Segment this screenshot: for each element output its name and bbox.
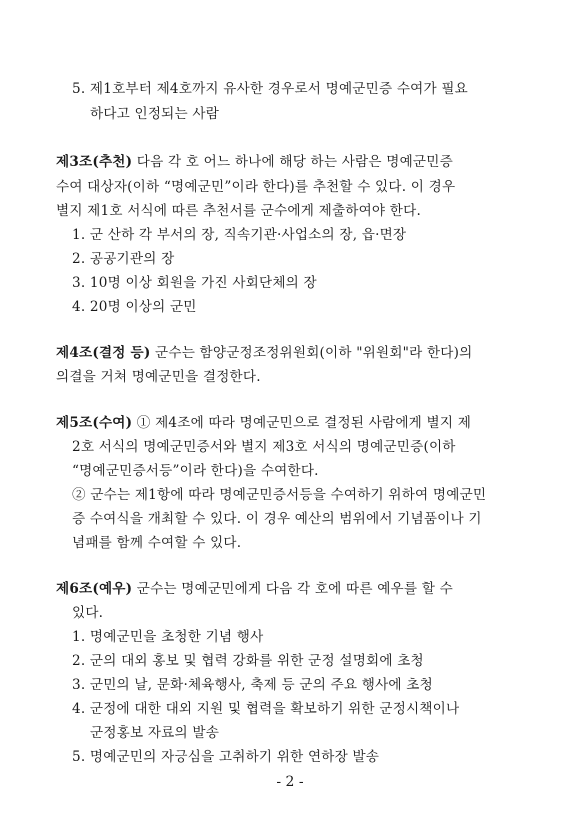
article-6-item-4: 4. 군정에 대한 대외 지원 및 협력을 확보하기 위한 군정시책이나: [72, 701, 460, 717]
article-3-line-3: 별지 제1호 서식에 따른 추천서를 군수에게 제출하여야 한다.: [56, 203, 421, 219]
article-6-item-5: 5. 명예군민의 자긍심을 고취하기 위한 연하장 발송: [72, 749, 380, 765]
article-6-item-4-cont: 군정홍보 자료의 발송: [90, 725, 220, 741]
article-4-heading: 제4조(결정 등): [56, 345, 151, 361]
article-5-line-3: “명예군민증서등”이라 한다)을 수여한다.: [72, 463, 319, 479]
article-5-line-2: 2호 서식의 명예군민증서와 별지 제3호 서식의 명예군민증(이하: [72, 439, 456, 455]
item-5-line-2: 하다고 인정되는 사람: [90, 106, 220, 122]
article-3-item-1: 1. 군 산하 각 부서의 장, 직속기관·사업소의 장, 읍·면장: [72, 227, 407, 243]
article-3-text: 다음 각 호 어느 하나에 해당 하는 사람은 명예군민증: [132, 154, 453, 170]
article-3-item-3: 3. 10명 이상 회원을 가진 사회단체의 장: [72, 275, 317, 291]
article-6-item-3: 3. 군민의 날, 문화·체육행사, 축제 등 군의 주요 행사에 초청: [72, 677, 433, 693]
article-6-item-1: 1. 명예군민을 초청한 기념 행사: [72, 629, 264, 645]
article-6-line-1: [56, 579, 453, 599]
article-6-item-2: 2. 군의 대외 홍보 및 협력 강화를 위한 군정 설명회에 초청: [72, 653, 424, 669]
article-3-item-2: 2. 공공기관의 장: [72, 251, 175, 267]
article-5-text: ① 제4조에 따라 명예군민으로 결정된 사람에게 별지 제: [132, 415, 472, 431]
article-4-line-1: [56, 343, 472, 363]
article-4-text: 군수는 함양군정조정위원회(이하 "위원회"라 한다)의: [150, 345, 473, 361]
article-5-heading: 제5조(수여): [56, 415, 133, 431]
article-5-line-4: ② 군수는 제1항에 따라 명예군민증서등을 수여하기 위하여 명예군민: [72, 487, 487, 503]
article-5-line-6: 념패를 함께 수여할 수 있다.: [72, 535, 242, 551]
article-4-line-2: 의결을 거쳐 명예군민을 결정한다.: [56, 369, 261, 385]
article-6-text: 군수는 명예군민에게 다음 각 호에 따른 예우를 할 수: [132, 581, 453, 597]
article-3-item-4: 4. 20명 이상의 군민: [72, 299, 197, 315]
article-6-line-2: 있다.: [72, 605, 104, 621]
item-5-line-1: 5. 제1호부터 제4호까지 유사한 경우로서 명예군민증 수여가 필요: [72, 81, 469, 97]
article-5-line-1: [56, 413, 471, 433]
article-3-heading: 제3조(추천): [56, 154, 133, 170]
page-number: - 2 -: [276, 774, 304, 790]
article-6-heading: 제6조(예우): [56, 581, 133, 597]
article-3-line-2: 수여 대상자(이하 “명예군민”이라 한다)를 추천할 수 있다. 이 경우: [56, 179, 456, 195]
article-5-line-5: 증 수여식을 개최할 수 있다. 이 경우 예산의 범위에서 기념품이나 기: [72, 511, 482, 527]
article-3-line-1: [56, 152, 453, 172]
